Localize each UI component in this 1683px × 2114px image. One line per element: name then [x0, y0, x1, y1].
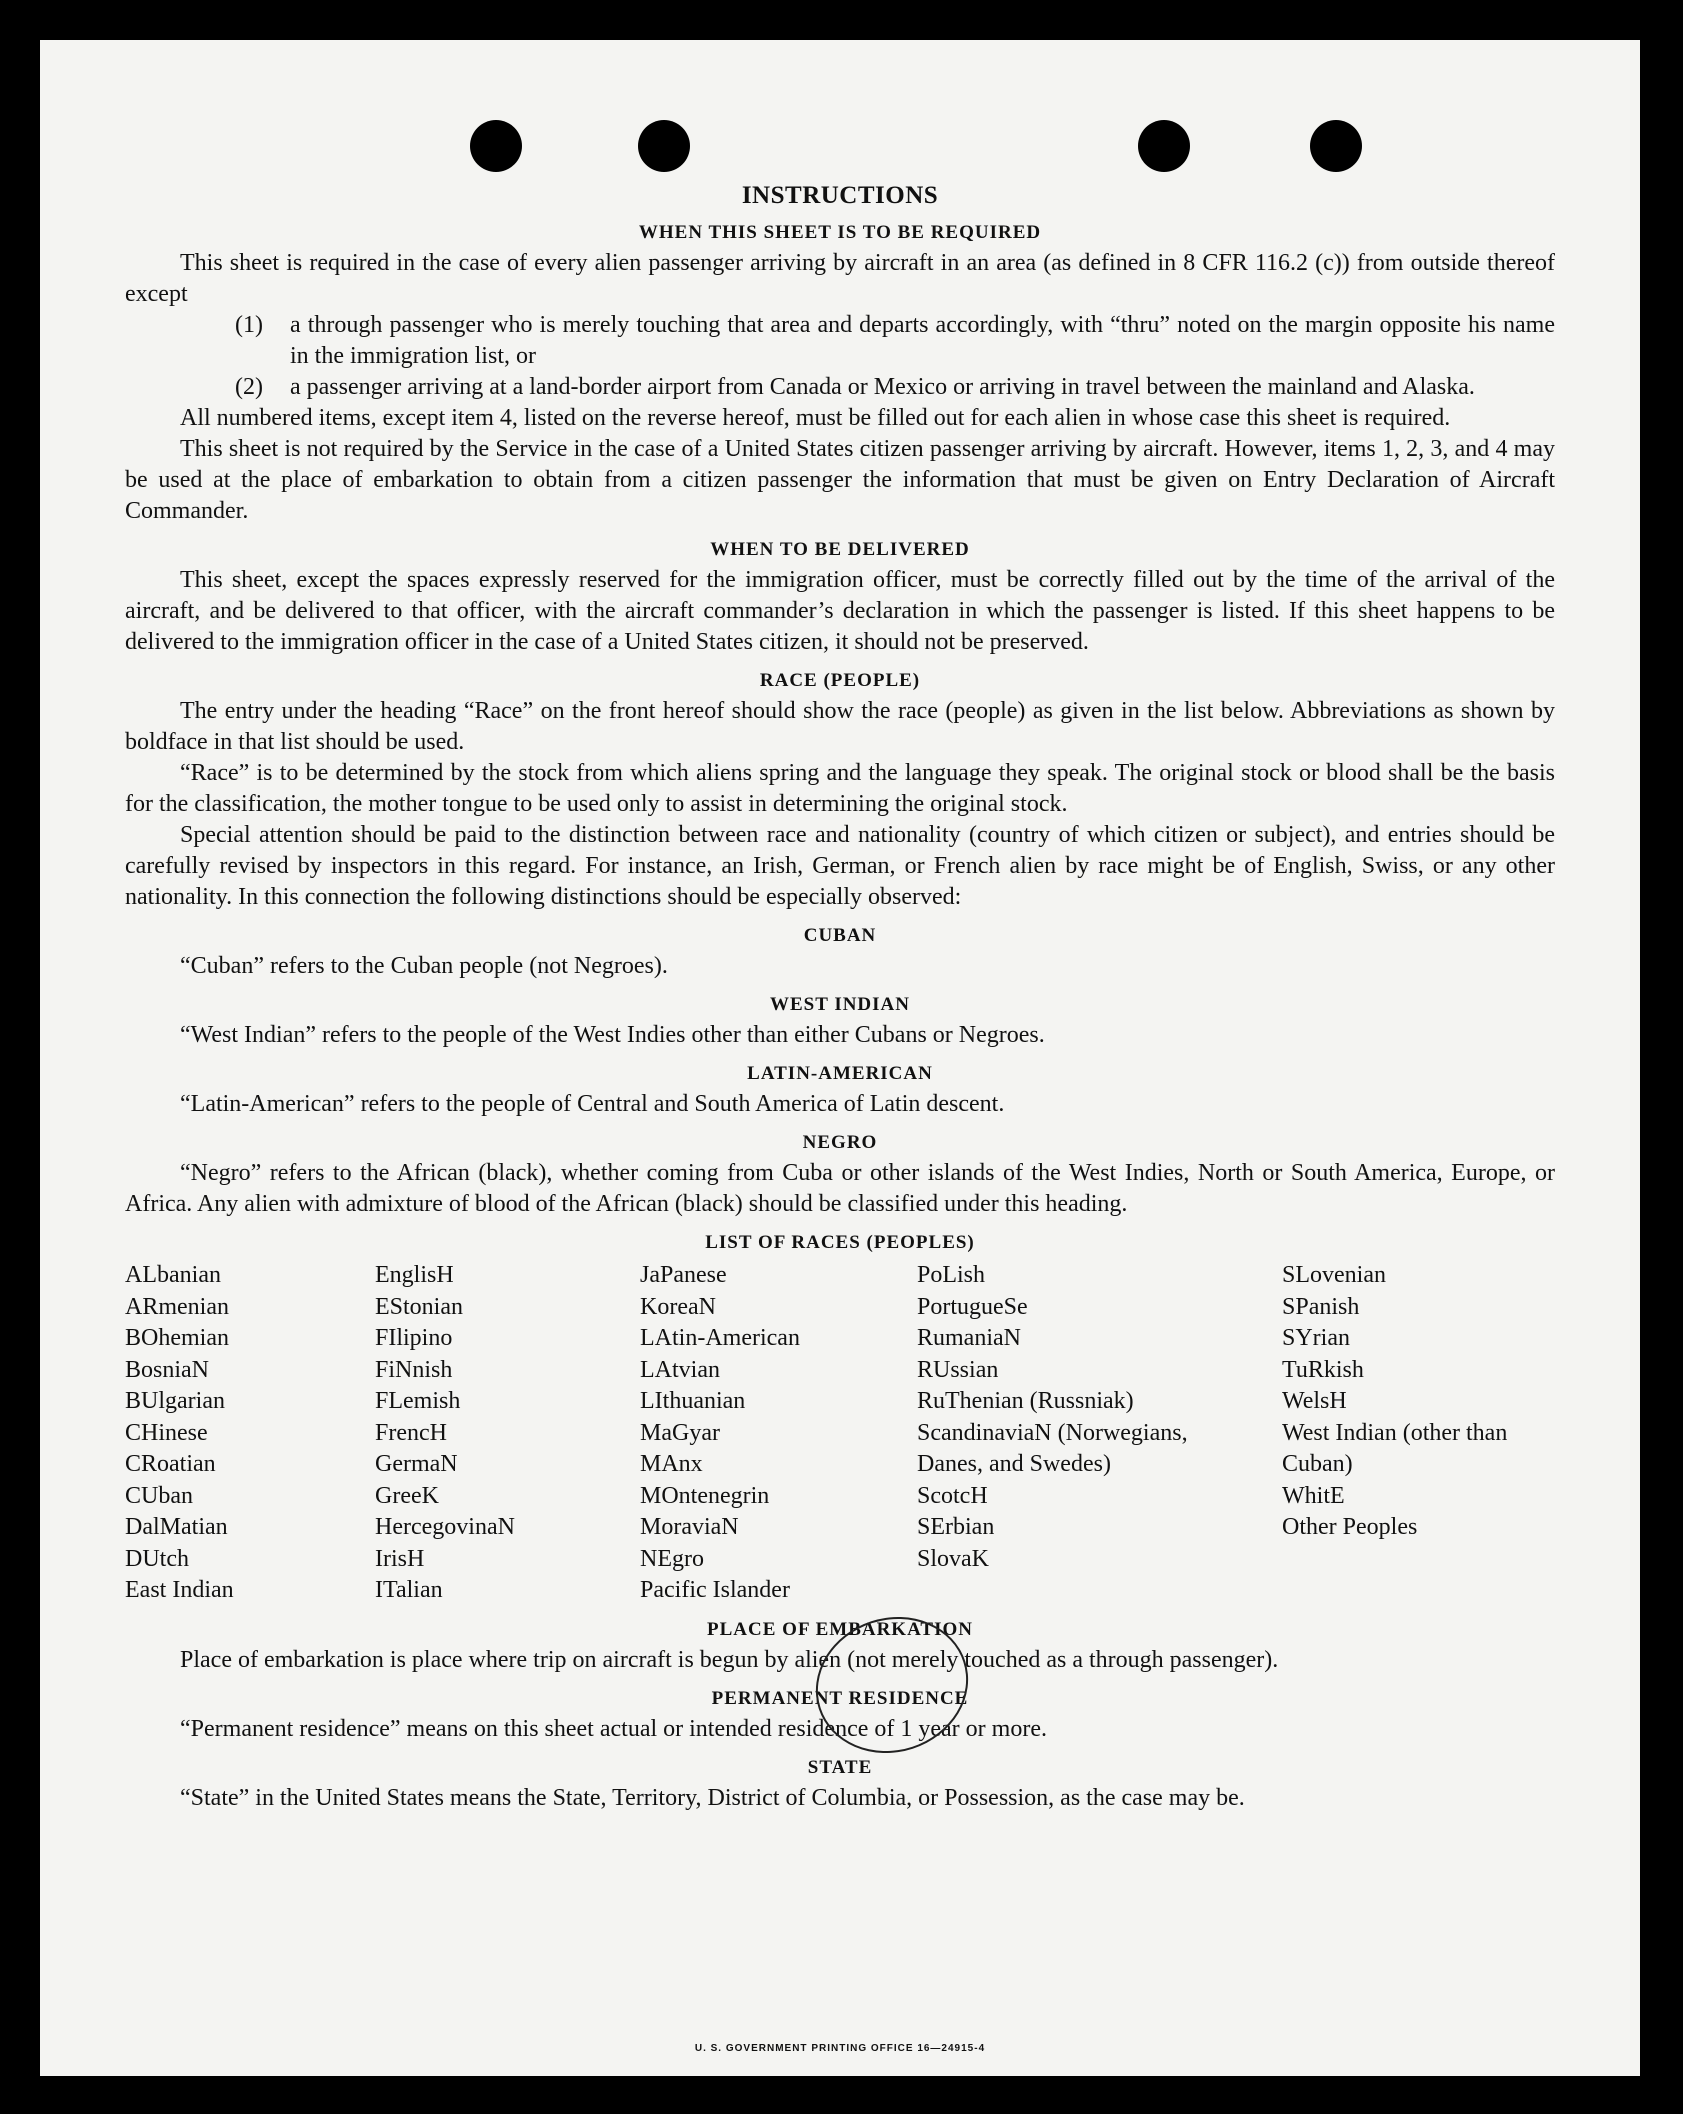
race-entry: RumaniaN — [917, 1325, 1021, 1351]
race-entry: ScotcH — [917, 1482, 988, 1509]
race-entry: CRoatian — [125, 1451, 216, 1477]
section-heading: NEGRO — [802, 1132, 878, 1153]
section-heading: PERMANENT RESIDENCE — [711, 1687, 969, 1709]
section-heading: LATIN-AMERICAN — [747, 1063, 933, 1084]
race-entry: TuRkish — [1282, 1356, 1364, 1383]
race-entry: MoraviaN — [640, 1514, 739, 1540]
paragraph: This sheet, except the spaces expressly reserved for the immigration officer, must be correctly filled out by the time of the arrival of the aircraft, and be delivered to that officer, with the aircraft commander’s declaration in which the passenger is listed. If this sheet happens to be delivered to the immigration officer in the case of a United States citizen, it should not be preserved. — [125, 567, 1555, 655]
race-entry: IrisH — [375, 1545, 425, 1572]
race-entry: SYrian — [1282, 1325, 1350, 1351]
section-heading: WEST INDIAN — [770, 994, 910, 1015]
section-heading: WHEN THIS SHEET IS TO BE REQUIRED — [638, 222, 1042, 243]
race-entry: NEgro — [640, 1545, 704, 1572]
race-entry: East Indian — [125, 1577, 234, 1603]
paragraph: All numbered items, except item 4, listed on the reverse hereof, must be filled out for each alien in whose case this sheet is required. — [180, 405, 1451, 431]
paragraph: “State” in the United States means the State, Territory, District of Columbia, or Possession, as the case may be. — [180, 1784, 1245, 1811]
race-entry: CUban — [125, 1482, 193, 1509]
paragraph: This sheet is not required by the Service in the case of a United States citizen passenger arriving by aircraft. However, items 1, 2, 3, and 4 may be used at the place of embarkation to obtain from a citizen passenger the information that must be given on Entry Declaration of Aircraft Commander. — [125, 436, 1555, 524]
race-entry: EStonian — [375, 1293, 463, 1320]
race-entry: SErbian — [917, 1514, 995, 1540]
section-heading: STATE — [807, 1756, 873, 1778]
race-entry: GermaN — [375, 1451, 458, 1477]
race-entry: SPanish — [1282, 1293, 1360, 1320]
paragraph: “West Indian” refers to the people of the West Indies other than either Cubans or Negroes. — [180, 1022, 1045, 1048]
race-entry: FiNnish — [375, 1356, 453, 1383]
document-page — [40, 40, 1640, 2076]
item-number: (2) — [235, 374, 263, 400]
paragraph: This sheet is required in the case of every alien passenger arriving by aircraft in an area (as defined in 8 CFR 116.2 (c)) from outside thereof except — [125, 250, 1555, 307]
race-entry: DUtch — [125, 1545, 189, 1572]
race-entry: ITalian — [375, 1577, 443, 1603]
race-entry: MaGyar — [640, 1419, 720, 1446]
race-entry: BUlgarian — [125, 1388, 225, 1414]
races-list — [125, 1260, 1555, 1607]
paragraph: “Negro” refers to the African (black), whether coming from Cuba or other islands of the West Indies, North or South America, Europe, or Africa. Any alien with admixture of blood of the African (black) should be classified under this heading. — [125, 1160, 1555, 1217]
race-entry: BOhemian — [125, 1325, 229, 1351]
item-text: a through passenger who is merely touching that area and departs accordingly, with “thru” noted on the margin opposite his name in the immigration list, or — [290, 312, 1555, 369]
punch-hole — [1138, 120, 1190, 172]
race-entry: EnglisH — [375, 1262, 454, 1288]
printer-footer: U. S. GOVERNMENT PRINTING OFFICE 16—24915-4 — [694, 2043, 986, 2054]
race-entry: GreeK — [375, 1482, 439, 1509]
race-entry: WhitE — [1282, 1482, 1345, 1509]
race-entry: Other Peoples — [1282, 1514, 1418, 1540]
page-title: INSTRUCTIONS — [741, 182, 939, 209]
race-entry: RuThenian (Russniak) — [917, 1388, 1134, 1414]
race-entry: ALbanian — [125, 1262, 221, 1288]
race-entry: LIthuanian — [640, 1388, 746, 1414]
punch-hole — [638, 120, 690, 172]
race-entry: HercegovinaN — [375, 1514, 515, 1540]
punch-hole — [470, 120, 522, 172]
item-number: (1) — [235, 312, 263, 338]
race-entry: West Indian (other than Cuban) — [1282, 1419, 1508, 1477]
paragraph: “Cuban” refers to the Cuban people (not Negroes). — [180, 953, 668, 979]
race-entry: CHinese — [125, 1419, 208, 1446]
races-column — [1282, 1260, 1555, 1607]
section-heading: WHEN TO BE DELIVERED — [710, 539, 970, 560]
section-heading: RACE (PEOPLE) — [759, 670, 921, 691]
race-entry: KoreaN — [640, 1293, 716, 1320]
list-item — [125, 372, 1555, 403]
races-column — [125, 1260, 375, 1607]
race-entry: ARmenian — [125, 1293, 229, 1320]
item-text: a passenger arriving at a land-border airport from Canada or Mexico or arriving in travel between the mainland and Alaska. — [290, 374, 1475, 400]
race-entry: LAtvian — [640, 1356, 720, 1383]
race-entry: DalMatian — [125, 1514, 228, 1540]
race-entry: Pacific Islander — [640, 1577, 790, 1603]
race-entry: FrencH — [375, 1419, 447, 1446]
race-entry: PoLish — [917, 1262, 986, 1288]
punch-hole — [1310, 120, 1362, 172]
section-heading: PLACE OF EMBARKATION — [707, 1618, 973, 1640]
race-entry: SLovenian — [1282, 1262, 1386, 1288]
race-entry: FIlipino — [375, 1325, 453, 1351]
race-entry: WelsH — [1282, 1388, 1347, 1414]
race-entry: FLemish — [375, 1388, 461, 1414]
races-column — [640, 1260, 917, 1607]
race-entry: LAtin-American — [640, 1325, 800, 1351]
section-heading: LIST OF RACES (PEOPLES) — [705, 1232, 975, 1253]
section-heading: CUBAN — [803, 925, 877, 946]
paragraph: “Latin-American” refers to the people of Central and South America of Latin descent. — [180, 1091, 1005, 1117]
race-entry: JaPanese — [640, 1262, 727, 1288]
race-entry: MOntenegrin — [640, 1482, 770, 1509]
paragraph: “Permanent residence” means on this sheet actual or intended residence of 1 year or more. — [180, 1715, 1047, 1742]
race-entry: PortugueSe — [917, 1293, 1028, 1320]
race-entry: RUssian — [917, 1356, 999, 1383]
paragraph: The entry under the heading “Race” on the front hereof should show the race (people) as given in the list below. Abbreviations as shown by boldface in that list should be used. — [125, 698, 1555, 755]
list-item — [125, 310, 1555, 372]
paragraph: “Race” is to be determined by the stock from which aliens spring and the language they speak. The original stock or blood shall be the basis for the classification, the mother tongue to be used only to assist in determining the original stock. — [125, 760, 1555, 817]
race-entry: SlovaK — [917, 1545, 989, 1572]
race-entry: ScandinaviaN (Norwegians, Danes, and Swedes) — [917, 1419, 1188, 1477]
races-column — [375, 1260, 640, 1607]
races-column — [917, 1260, 1282, 1607]
race-entry: MAnx — [640, 1451, 703, 1477]
race-entry: BosniaN — [125, 1356, 209, 1383]
paragraph: Special attention should be paid to the distinction between race and nationality (country of which citizen or subject), and entries should be carefully revised by inspectors in this regard. For instance, an Irish, German, or French alien by race might be of English, Swiss, or any other nationality. In this connection the following distinctions should be especially observed: — [125, 822, 1555, 910]
paragraph: Place of embarkation is place where trip on aircraft is begun by alien (not merely touched as a through passenger). — [180, 1646, 1279, 1673]
